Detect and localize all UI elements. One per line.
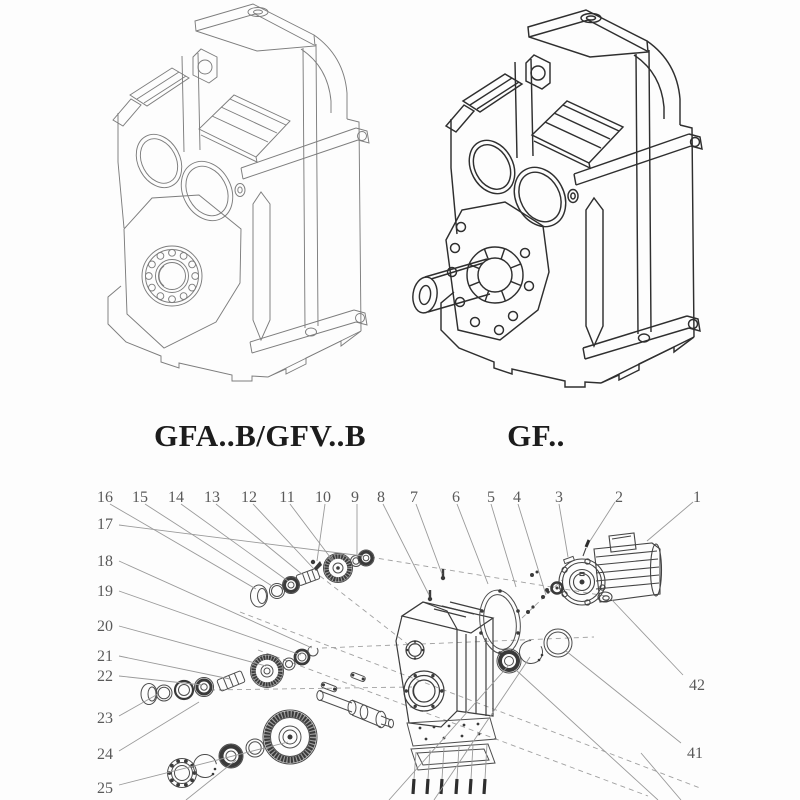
exploded-view [97,489,705,800]
callout-number: 17 [97,516,113,533]
callout-number: 7 [410,489,418,506]
callout-leaders [110,502,693,800]
housing-gasket-and-pan [407,718,496,770]
callout-number: 12 [241,489,257,506]
callout-number: 10 [315,489,331,506]
end-cap [141,684,157,705]
intermediate-shaft-assembly [141,646,318,705]
input-shaft-assembly [251,550,375,607]
seal-dark-ring [295,650,309,664]
output-gear [263,710,317,764]
callout-number: 11 [279,489,295,506]
callout-number: 19 [97,583,113,600]
callout-number: 41 [687,745,703,762]
callout-number: 18 [97,553,113,570]
callout-number: 2 [615,489,623,506]
seal-ring [156,685,172,701]
callout-number: 13 [204,489,220,506]
callout-number: 42 [689,677,705,694]
callout-number: 14 [168,489,184,506]
input-gear [324,554,353,583]
intermediate-gear [251,655,284,688]
washer [246,739,264,757]
callout-number: 20 [97,618,113,635]
flange-spokes [469,248,521,301]
washer [283,658,295,670]
callout-number: 21 [97,648,113,665]
model-label-gf: GF.. [507,418,565,453]
drawing-gfab-gfvb [108,4,369,381]
callout-number: 4 [513,489,521,506]
bearing [497,649,521,673]
callout-number: 1 [693,489,701,506]
electric-motor [552,533,662,605]
output-flange-face [411,202,549,340]
callout-number: 5 [487,489,495,506]
shaft-key [321,682,338,693]
ball-bearing [168,759,197,788]
drawing-gf [411,10,702,387]
bearing [195,678,214,697]
callout-number: 3 [555,489,563,506]
callout-number: 6 [452,489,460,506]
callout-number: 25 [97,780,113,797]
bearing [358,550,374,566]
callout-number: 16 [97,489,113,506]
callout-number: 22 [97,668,113,685]
shaft-key [350,672,366,682]
callout-number: 23 [97,710,113,727]
model-label-gfab-gfvb: GFA..B/GFV..B [153,418,367,453]
callout-number: 15 [132,489,148,506]
end-cap [251,585,268,607]
callout-number: 8 [377,489,385,506]
callout-number: 24 [97,746,113,763]
callout-number: 9 [351,489,359,506]
hollow-shaft-face [124,195,241,348]
pinion-shaft [217,671,246,692]
output-shaft [317,691,394,728]
snap-ring [515,636,546,667]
